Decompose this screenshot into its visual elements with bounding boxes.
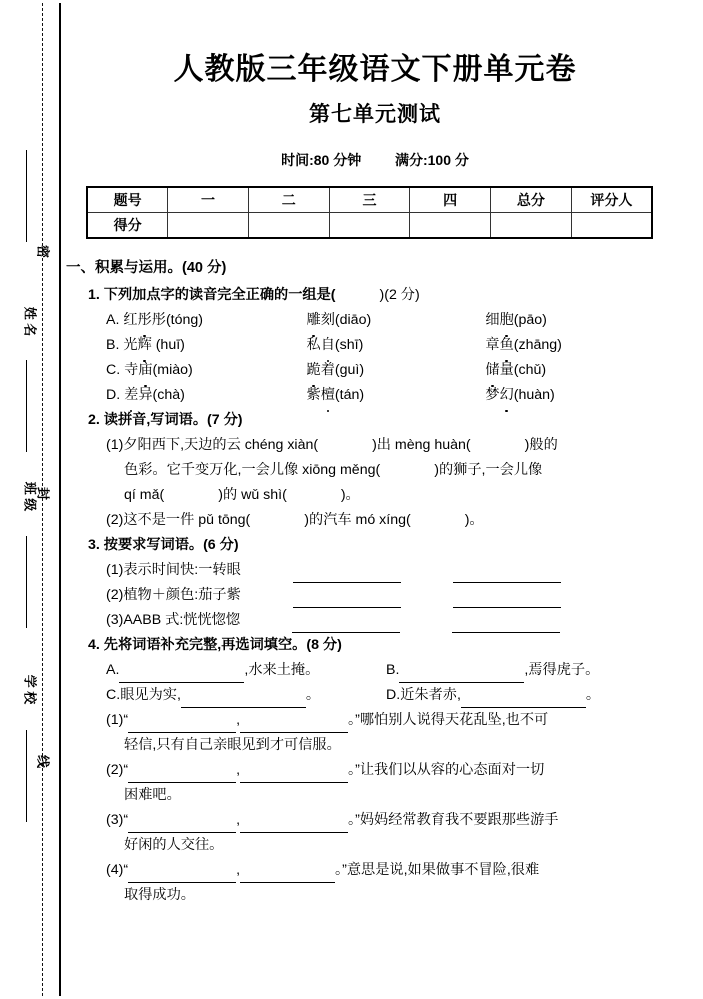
option-c-item-3 — [485, 358, 666, 383]
opt-d2-pre: 紫 — [306, 387, 321, 403]
opt-c3-dot: 储 — [485, 358, 499, 383]
opt-c1-post: (miào) — [152, 362, 193, 378]
score-row-label: 得分 — [87, 213, 168, 239]
opt-d1-dot: 差 — [124, 383, 138, 408]
q4-label-c: C. — [106, 687, 121, 703]
score-header-3: 三 — [329, 187, 410, 213]
q4-after-b: ,焉得虎子。 — [524, 662, 600, 678]
question-3-item-2 — [66, 583, 666, 608]
q2-l1b: )出 mèng huàn( — [372, 437, 471, 453]
question-4-fill-2-cont: 困难吧。 — [124, 787, 181, 803]
opt-c1-dot: 庙 — [138, 358, 152, 383]
q3-label-1: (1)表示时间快:一转眼 — [106, 562, 241, 578]
question-2-line-2 — [66, 458, 666, 483]
seal-word-xian: 线 — [35, 754, 51, 768]
margin-rule-1 — [26, 150, 27, 242]
score-header-1: 一 — [168, 187, 249, 213]
q4-fill-1-tail: 哪怕别人说得天花乱坠,也不可 — [359, 712, 549, 728]
opt-a2-dot: 雕 — [307, 308, 321, 333]
option-c-label: C. — [106, 362, 121, 378]
q4-fill-4-tail: 意思是说,如果做事不冒险,很难 — [346, 862, 540, 878]
option-b-label: B. — [106, 337, 120, 353]
q4-fill-4-blank-b[interactable] — [240, 882, 335, 883]
score-cell-1[interactable] — [168, 213, 249, 239]
opt-a3-post: (pāo) — [513, 312, 547, 328]
score-header-5: 总分 — [491, 187, 572, 213]
time-label: 时间:80 分钟 — [281, 152, 362, 168]
opt-c2-dot: 跪 — [307, 358, 321, 383]
margin-label-name: 姓 名 — [22, 306, 38, 337]
opt-d3-post: (huàn) — [513, 387, 555, 403]
q2-l4b: )的汽车 mó xíng( — [304, 512, 411, 528]
q3-label-2: (2)植物＋颜色:茄子紫 — [106, 587, 241, 603]
q2-l2b: )的狮子,一会儿像 — [434, 462, 543, 478]
question-2-line-1 — [66, 433, 666, 458]
question-1-option-a[interactable] — [66, 308, 666, 333]
score-cell-total[interactable] — [491, 213, 572, 239]
opt-b1-dot: 辉 — [138, 333, 152, 358]
score-table — [86, 186, 653, 239]
question-3-title: 3. 按要求写词语。(6 分) — [88, 537, 239, 553]
q2-l2a: 色彩。它千变万化,一会儿像 xiōng měng( — [124, 462, 381, 478]
q4-fill-3-tail: 妈妈经常教育我不要跟那些游手 — [359, 812, 559, 828]
seal-word-mi: 密 — [35, 244, 51, 258]
q4-fill-3-close: 。” — [348, 812, 360, 828]
score-cell-2[interactable] — [248, 213, 329, 239]
question-2-line-4 — [66, 508, 666, 533]
q4-after-a: ,水来土掩。 — [244, 662, 320, 678]
score-cell-3[interactable] — [329, 213, 410, 239]
question-1-option-c[interactable] — [66, 358, 666, 383]
opt-b1-post: (huī) — [151, 337, 185, 353]
q4-after-d: 。 — [585, 687, 601, 703]
q4-before-d: 近朱者赤, — [400, 687, 461, 703]
score-cell-grader[interactable] — [571, 213, 652, 239]
q2-l3c: )。 — [340, 487, 360, 503]
opt-b1-pre: 光 — [123, 337, 138, 353]
question-4-fill-1-cont: 轻信,只有自己亲眼见到才可信服。 — [124, 737, 341, 753]
margin-rule-2 — [26, 360, 27, 452]
question-1-title: 1. 下列加点字的读音完全正确的一组是( — [88, 287, 336, 303]
q4-fill-4-mid: , — [236, 862, 241, 878]
score-header-0: 题号 — [87, 187, 168, 213]
q3-label-3: (3)AABB 式:恍恍惚惚 — [106, 612, 241, 628]
score-header-4: 四 — [410, 187, 491, 213]
q4-fill-2-tail: 让我们以从容的心态面对一切 — [359, 762, 545, 778]
question-1-paren: )(2 分) — [379, 287, 420, 303]
question-2-title: 2. 读拼音,写词语。(7 分) — [88, 412, 243, 428]
opt-b3-pre: 章 — [485, 337, 500, 353]
exam-content — [66, 256, 666, 908]
opt-a2-post: 刻(diāo) — [320, 312, 372, 328]
q4-label-d: D. — [386, 687, 401, 703]
q4-fill-4-num: (4)“ — [106, 862, 129, 878]
page-subtitle: 第七单元测试 — [309, 103, 441, 126]
option-b-item-1 — [106, 333, 307, 358]
score-header-2: 二 — [248, 187, 329, 213]
q4-fill-3-mid: , — [236, 812, 241, 828]
opt-b2-pre: 私 — [306, 337, 321, 353]
opt-d2-post: (tán) — [334, 387, 365, 403]
option-a-item-3 — [485, 308, 666, 333]
opt-a3-dot: 胞 — [500, 308, 514, 333]
margin-label-class: 班 级 — [22, 481, 38, 512]
margin-rule-4 — [26, 730, 27, 822]
question-4-option-d[interactable] — [386, 683, 666, 708]
question-4-option-c[interactable] — [106, 683, 386, 708]
opt-b3-post: (zhāng) — [513, 337, 562, 353]
table-row — [87, 213, 652, 239]
question-4-fill-1 — [66, 708, 666, 733]
q4-fill-1-num: (1)“ — [106, 712, 129, 728]
q2-l4c: )。 — [464, 512, 484, 528]
q4-fill-3-num: (3)“ — [106, 812, 129, 828]
opt-d3-pre: 梦 — [485, 387, 500, 403]
table-row-header — [87, 187, 652, 213]
opt-c2-post: 着(guì) — [320, 362, 365, 378]
option-c-item-1 — [106, 358, 307, 383]
score-header-6: 评分人 — [571, 187, 652, 213]
opt-d1-post: 异(chà) — [138, 387, 185, 403]
option-d-label: D. — [106, 387, 121, 403]
score-cell-4[interactable] — [410, 213, 491, 239]
question-1-option-d[interactable] — [66, 383, 666, 408]
section-heading: 一、积累与运用。(40 分) — [66, 260, 227, 276]
q2-l4a: (2)这不是一件 pǔ tōng( — [106, 512, 251, 528]
total-score-label: 满分:100 分 — [394, 152, 469, 168]
question-4-fill-3 — [66, 808, 666, 833]
q4-fill-1-close: 。” — [348, 712, 360, 728]
q3-blank-3b[interactable] — [452, 632, 560, 633]
page-title: 人教版三年级语文下册单元卷 — [173, 53, 577, 86]
opt-b3-dot: 鱼 — [500, 333, 514, 358]
question-1 — [66, 283, 666, 308]
q4-fill-2-mid: , — [236, 762, 241, 778]
question-4-fill-4-cont: 取得成功。 — [124, 887, 195, 903]
option-b-item-3 — [485, 333, 666, 358]
question-4 — [66, 633, 666, 658]
q4-label-b: B. — [386, 662, 400, 678]
margin-label-school: 学 校 — [22, 674, 38, 705]
option-a-label: A. — [106, 312, 120, 328]
question-4-row-cd — [66, 683, 666, 708]
q4-fill-1-mid: , — [236, 712, 241, 728]
question-4-fill-4 — [66, 858, 666, 883]
opt-b2-dot: 自 — [321, 333, 335, 358]
q2-l3b: )的 wǔ shì( — [218, 487, 287, 503]
option-d-item-2 — [307, 383, 486, 408]
question-2 — [66, 408, 666, 433]
option-d-item-1 — [106, 383, 307, 408]
question-4-option-a[interactable] — [106, 658, 386, 683]
opt-a1-dot: 彤 — [138, 308, 152, 333]
opt-a3-pre: 细 — [485, 312, 500, 328]
q4-fill-2-blank-b[interactable] — [240, 782, 348, 783]
question-4-fill-3-cont: 好闲的人交往。 — [124, 837, 224, 853]
option-a-item-1 — [106, 308, 307, 333]
option-b-item-2 — [307, 333, 486, 358]
seal-word-feng: 封 — [35, 486, 51, 500]
question-2-line-3 — [66, 483, 666, 508]
q4-fill-3-blank-b[interactable] — [240, 832, 348, 833]
opt-d2-dot: 檀 — [321, 383, 335, 408]
question-4-option-b[interactable] — [386, 658, 666, 683]
q4-label-a: A. — [106, 662, 120, 678]
margin-rule-3 — [26, 536, 27, 628]
opt-d3-dot: 幻 — [500, 383, 514, 408]
question-3-item-1 — [66, 558, 666, 583]
question-4-title: 4. 先将词语补充完整,再选词填空。(8 分) — [88, 637, 342, 653]
opt-a1-pre: 红 — [123, 312, 138, 328]
option-c-item-2 — [307, 358, 486, 383]
q4-before-c: 眼见为实, — [120, 687, 181, 703]
opt-a1-post: 彤(tóng) — [151, 312, 204, 328]
q4-after-c: 。 — [305, 687, 321, 703]
question-4-fill-2 — [66, 758, 666, 783]
opt-b2-post: (shī) — [334, 337, 364, 353]
q2-l1c: )般的 — [524, 437, 558, 453]
question-3-item-3 — [66, 608, 666, 633]
question-4-row-ab — [66, 658, 666, 683]
q2-l1a: (1)夕阳西下,天边的云 chéng xiàn( — [106, 437, 319, 453]
opt-c1-pre: 寺 — [124, 362, 139, 378]
q2-l3a: qí mǎ( — [124, 487, 165, 503]
option-d-item-3 — [485, 383, 666, 408]
opt-c3-post: 量(chǔ) — [499, 362, 547, 378]
exam-meta — [60, 150, 690, 170]
question-3 — [66, 533, 666, 558]
q4-fill-2-num: (2)“ — [106, 762, 129, 778]
question-1-option-b[interactable] — [66, 333, 666, 358]
q4-fill-2-close: 。” — [348, 762, 360, 778]
option-a-item-2 — [307, 308, 486, 333]
q4-fill-4-close: 。” — [335, 862, 347, 878]
